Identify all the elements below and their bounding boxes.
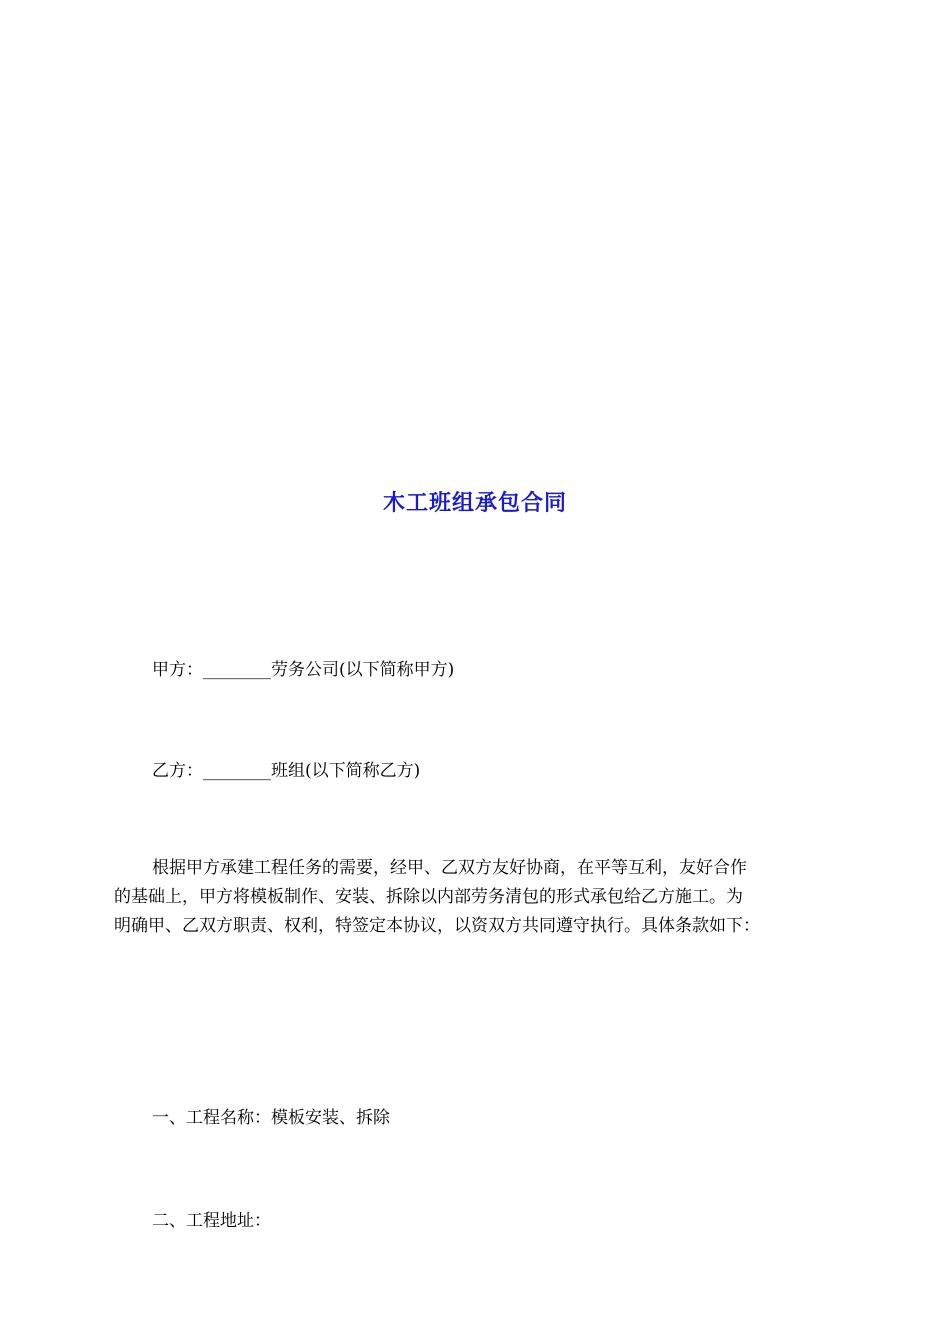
clause-project-name: 一、工程名称：模板安装、拆除 [152, 1108, 390, 1128]
party-b-line: 乙方：________班组(以下简称乙方) [152, 761, 421, 781]
document-title: 木工班组承包合同 [382, 490, 567, 516]
intro-paragraph [114, 854, 840, 941]
intro-line: 明确甲、乙双方职责、权利，特签定本协议，以资双方共同遵守执行。具体条款如下： [114, 916, 760, 936]
intro-line: 的基础上，甲方将模板制作、安装、拆除以内部劳务清包的形式承包给乙方施工。为 [114, 887, 743, 907]
intro-line: 根据甲方承建工程任务的需要，经甲、乙双方友好协商，在平等互利，友好合作 [152, 858, 747, 878]
clause-project-address: 二、工程地址： [152, 1211, 271, 1231]
party-a-line: 甲方：________劳务公司(以下简称甲方) [152, 660, 455, 680]
